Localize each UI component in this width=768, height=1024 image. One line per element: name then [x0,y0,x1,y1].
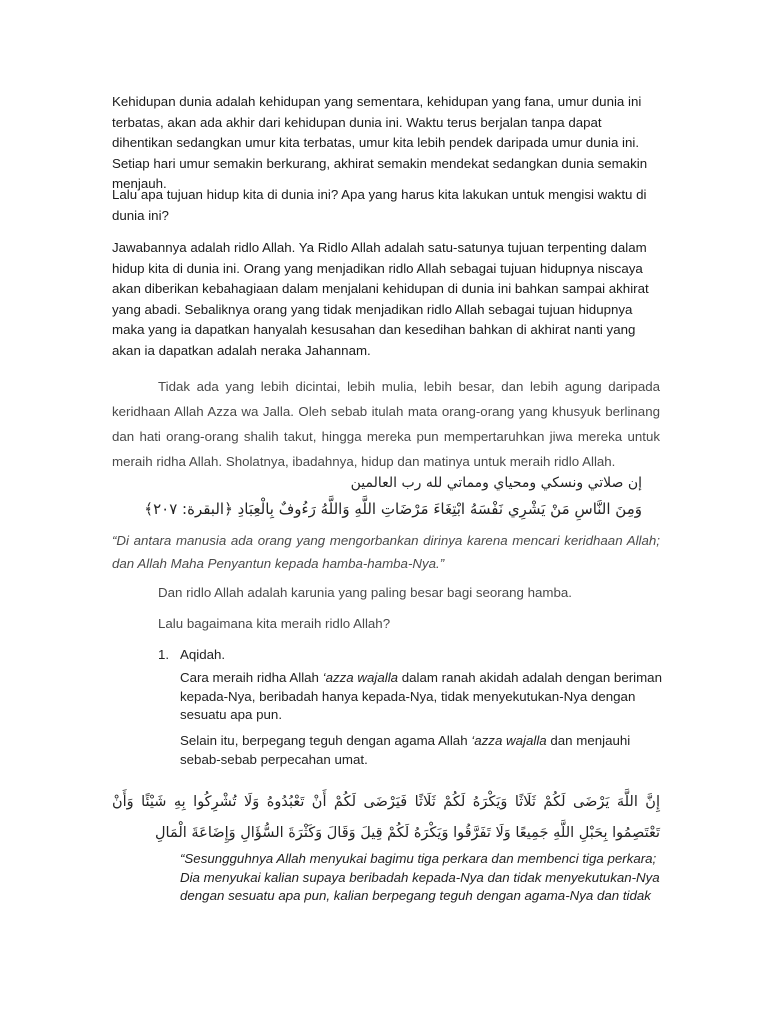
sub2-text-b: dan menjauhi sebab-sebab perpecahan umat. [180,733,631,767]
paragraph-intro: Kehidupan dunia adalah kehidupan yang sementara, kehidupan yang fana, umur dunia ini terbatas, akan ada akhir dari kehidupan dunia ini. Waktu terus berjalan tanpa dapat dihentikan sedangkan umur kita terbatas, umur kita lebih pendek daripada umur dunia ini. Setiap hari umur semakin berkurang, akhirat semakin mendekat sedangkan dunia semakin menjauh. [112,94,648,191]
paragraph-how: Lalu bagaimana kita meraih ridlo Allah? [158,616,391,631]
list-subparagraph-2 [180,732,662,769]
list-item-label: Aqidah. [180,647,226,662]
sub1-text-a: Cara meraih ridha Allah [180,670,323,685]
sub2-emphasis: ‘azza wajalla [471,733,547,748]
sub1-emphasis: ‘azza wajalla [322,670,399,685]
quote-translation: “Di antara manusia ada orang yang mengorbankan dirinya karena mencari keridhaan Allah; dan Allah Maha Penyantun kepada hamba-hamba-Nya.” [112,533,660,571]
paragraph-ridha: Tidak ada yang lebih dicintai, lebih mulia, lebih besar, dan lebih agung daripada keridhaan Allah Azza wa Jalla. Oleh sebab itulah mata orang-orang yang khusyuk berlinang dan hati orang-orang shalih takut, hingga mereka pun mempertaruhkan jiwa mereka untuk meraih ridha Allah. Sholatnya, ibadahnya, hidup dan matinya untuk meraih ridlo Allah. [112,379,660,469]
hadith-translation: “Sesungguhnya Allah menyukai bagimu tiga perkara dan membenci tiga perkara; Dia menyukai kalian supaya beribadah kepada-Nya dan tidak menyekutukan-Nya dengan sesuatu apa pun, kalian berpegang teguh dengan agama-Nya dan tidak [180,851,660,903]
list-subparagraph-1 [180,669,662,725]
sub2-text-a: Selain itu, berpegang teguh dengan agama Allah [180,733,472,748]
arabic-verse-1: إن صلاتي ونسكي ومحياي ومماتي لله رب العالمين [350,475,642,491]
arabic-verse-2: وَمِنَ النَّاسِ مَنْ يَشْرِي نَفْسَهُ ابْتِغَاءَ مَرْضَاتِ اللَّهِ وَاللَّهُ رَءُوفٌ بِالْعِبَادِ ﴿البقرة: ٢٠٧﴾ [144,500,642,518]
arabic-hadith: إِنَّ اللَّهَ يَرْضَى لَكُمْ ثَلَاثًا وَيَكْرَهُ لَكُمْ ثَلَاثًا فَيَرْضَى لَكُمْ أَنْ تَعْبُدُوهُ وَلَا تُشْرِكُوا بِهِ شَيْئًا وَأَنْ تَعْتَصِمُوا بِحَبْلِ اللَّهِ جَمِيعًا وَلَا تَفَرَّقُوا وَيَكْرَهُ لَكُمْ قِيلَ وَقَالَ وَكَثْرَةَ السُّؤَالِ وَإِضَاعَةَ الْمَالِ [112,794,660,841]
paragraph-karunia: Dan ridlo Allah adalah karunia yang paling besar bagi seorang hamba. [158,585,572,600]
paragraph-answer: Jawabannya adalah ridlo Allah. Ya Ridlo Allah adalah satu-satunya tujuan terpenting dalam hidup kita di dunia ini. Orang yang menjadikan ridlo Allah sebagai tujuan hidupnya niscaya akan diberikan kebahagiaan dalam menjalani kehidupan di dunia ini bahkan sampai akhirat yang abadi. Sebaliknya orang yang tidak menjadikan ridlo Allah sebagai tujuan hidupnya maka yang ia dapatkan hanyalah kesusahan dan kesedihan bahkan di akhirat nanti yang akan ia dapatkan adalah neraka Jahannam. [112,240,649,358]
paragraph-question: Lalu apa tujuan hidup kita di dunia ini? Apa yang harus kita lakukan untuk mengisi waktu di dunia ini? [112,187,647,223]
sub1-text-b: dalam ranah akidah adalah dengan beriman kepada-Nya, beribadah hanya kepada-Nya, tidak menyekutukan-Nya dengan sesuatu apa pun. [180,670,662,722]
list-item-number: 1. [158,647,170,662]
